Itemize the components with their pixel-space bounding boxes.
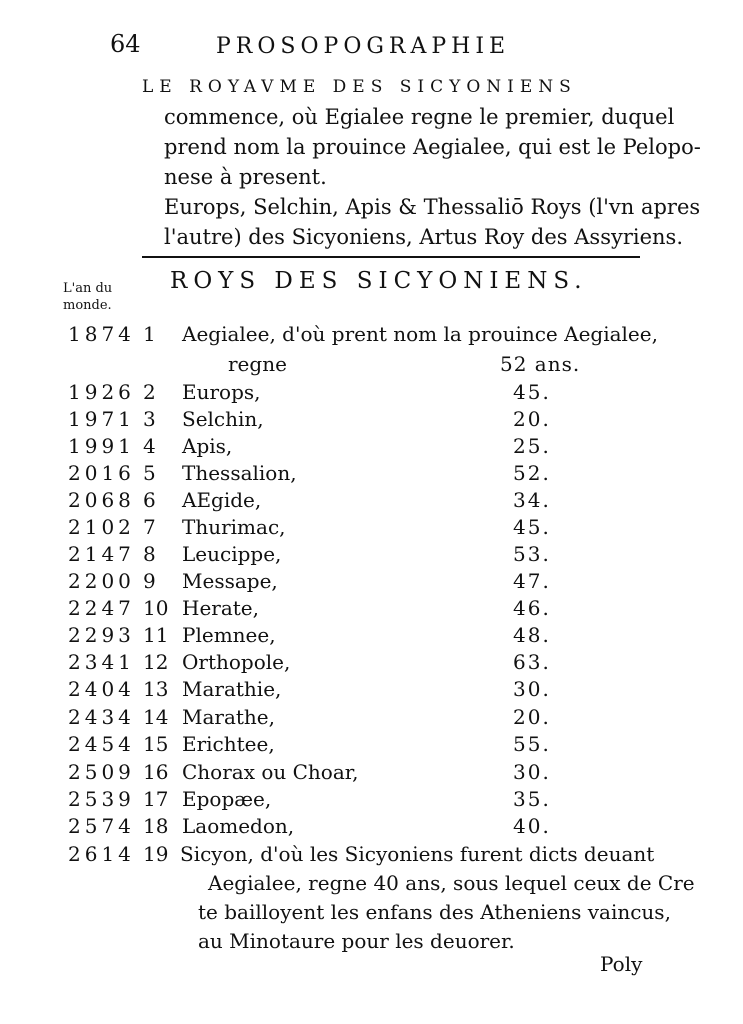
table-row bbox=[0, 650, 743, 680]
intro-line: Europs, Selchin, Apis & Thessaliō Roys (l'vn apres bbox=[164, 195, 701, 219]
duration-cell: 34. bbox=[513, 488, 551, 512]
table-row bbox=[0, 569, 743, 599]
ordinal-cell: 7 bbox=[143, 515, 156, 539]
king-name-cell: Laomedon, bbox=[182, 814, 295, 838]
duration-cell: 45. bbox=[513, 515, 551, 539]
table-row bbox=[0, 596, 743, 626]
king-name-cell: Thurimac, bbox=[182, 515, 286, 539]
king-name-cell: Plemnee, bbox=[182, 623, 276, 647]
king-name-cell: AEgide, bbox=[182, 488, 262, 512]
ordinal-cell: 19 bbox=[143, 842, 169, 866]
king-name-cell: Europs, bbox=[182, 380, 261, 404]
year-cell: 2068 bbox=[68, 488, 135, 512]
year-cell: 1926 bbox=[68, 380, 135, 404]
duration-cell: 52. bbox=[513, 461, 551, 485]
duration-cell: 40. bbox=[513, 814, 551, 838]
table-row bbox=[0, 760, 743, 790]
ordinal-cell: 16 bbox=[143, 760, 169, 784]
table-row bbox=[0, 461, 743, 491]
ordinal-cell: 1 bbox=[143, 322, 156, 346]
king-name-cell: Messape, bbox=[182, 569, 278, 593]
ordinal-cell: 15 bbox=[143, 732, 169, 756]
table-row bbox=[0, 407, 743, 437]
duration-cell: 63. bbox=[513, 650, 551, 674]
ordinal-cell: 4 bbox=[143, 434, 156, 458]
duration-cell: 52 ans. bbox=[500, 352, 581, 376]
table-row bbox=[0, 380, 743, 410]
year-cell: 2102 bbox=[68, 515, 135, 539]
final-entry-line: Aegialee, regne 40 ans, sous lequel ceux de Cre bbox=[208, 871, 695, 895]
king-name-cell: Chorax ou Choar, bbox=[182, 760, 359, 784]
ordinal-cell: 17 bbox=[143, 787, 169, 811]
ordinal-cell: 14 bbox=[143, 705, 169, 729]
year-cell: 2404 bbox=[68, 677, 135, 701]
year-cell: 2200 bbox=[68, 569, 135, 593]
table-row bbox=[0, 515, 743, 545]
ordinal-cell: 5 bbox=[143, 461, 156, 485]
year-cell: 2454 bbox=[68, 732, 135, 756]
table-row bbox=[0, 732, 743, 762]
table-row bbox=[0, 677, 743, 707]
page-number: 64 bbox=[110, 30, 141, 58]
duration-cell: 25. bbox=[513, 434, 551, 458]
king-name-cell: Erichtee, bbox=[182, 732, 275, 756]
year-cell: 1991 bbox=[68, 434, 135, 458]
year-cell: 2509 bbox=[68, 760, 135, 784]
year-cell: 2614 bbox=[68, 842, 135, 866]
ordinal-cell: 8 bbox=[143, 542, 156, 566]
ordinal-cell: 10 bbox=[143, 596, 169, 620]
final-entry-line: te bailloyent les enfans des Atheniens vaincus, bbox=[198, 900, 671, 924]
king-name-cell: Marathie, bbox=[182, 677, 282, 701]
intro-line: commence, où Egialee regne le premier, duquel bbox=[164, 105, 675, 129]
duration-cell: 20. bbox=[513, 705, 551, 729]
year-cell: 2434 bbox=[68, 705, 135, 729]
table-row bbox=[0, 705, 743, 735]
running-head: PROSOPOGRAPHIE bbox=[216, 34, 511, 59]
table-row bbox=[0, 814, 743, 844]
duration-cell: 55. bbox=[513, 732, 551, 756]
year-cell: 2147 bbox=[68, 542, 135, 566]
intro-line: l'autre) des Sicyoniens, Artus Roy des Assyriens. bbox=[164, 225, 684, 249]
year-cell: 2539 bbox=[68, 787, 135, 811]
year-cell: 2016 bbox=[68, 461, 135, 485]
intro-line: prend nom la prouince Aegialee, qui est le Pelopo- bbox=[164, 135, 701, 159]
year-cell: 2247 bbox=[68, 596, 135, 620]
king-name-cell: Epopæe, bbox=[182, 787, 272, 811]
king-name-cell: Herate, bbox=[182, 596, 259, 620]
king-name-cell: Apis, bbox=[182, 434, 233, 458]
ordinal-cell: 12 bbox=[143, 650, 169, 674]
year-cell: 1874 bbox=[68, 322, 135, 346]
ordinal-cell: 3 bbox=[143, 407, 156, 431]
duration-cell: 30. bbox=[513, 760, 551, 784]
year-column-header: L'an du monde. bbox=[63, 281, 113, 313]
section-title: ROYS DES SICYONIENS. bbox=[170, 268, 588, 294]
duration-cell: 30. bbox=[513, 677, 551, 701]
ordinal-cell: 9 bbox=[143, 569, 156, 593]
duration-cell: 47. bbox=[513, 569, 551, 593]
ordinal-cell: 11 bbox=[143, 623, 169, 647]
table-row bbox=[0, 542, 743, 572]
table-row bbox=[0, 787, 743, 817]
table-row bbox=[0, 322, 743, 352]
ordinal-cell: 6 bbox=[143, 488, 156, 512]
duration-cell: 35. bbox=[513, 787, 551, 811]
king-name-cell: Thessalion, bbox=[182, 461, 297, 485]
year-cell: 2293 bbox=[68, 623, 135, 647]
king-name-cell: Orthopole, bbox=[182, 650, 291, 674]
intro-line: LE ROYAVME DES SICYONIENS bbox=[142, 77, 577, 97]
year-cell: 1971 bbox=[68, 407, 135, 431]
section-divider bbox=[142, 256, 640, 258]
final-entry-line: au Minotaure pour les deuorer. bbox=[198, 929, 515, 953]
king-name-cell: Marathe, bbox=[182, 705, 275, 729]
ordinal-cell: 13 bbox=[143, 677, 169, 701]
king-name-cell: Aegialee, d'où prent nom la prouince Aegialee, bbox=[182, 322, 658, 346]
king-name-cell: Selchin, bbox=[182, 407, 264, 431]
year-cell: 2574 bbox=[68, 814, 135, 838]
intro-line: nese à present. bbox=[164, 165, 327, 189]
year-cell: 2341 bbox=[68, 650, 135, 674]
duration-cell: 20. bbox=[513, 407, 551, 431]
ordinal-cell: 2 bbox=[143, 380, 156, 404]
duration-cell: 53. bbox=[513, 542, 551, 566]
duration-cell: 46. bbox=[513, 596, 551, 620]
table-row bbox=[0, 488, 743, 518]
duration-cell: 45. bbox=[513, 380, 551, 404]
intro-paragraph bbox=[142, 72, 701, 252]
final-entry-line: Sicyon, d'où les Sicyoniens furent dicts deuant bbox=[180, 842, 655, 866]
regne-label: regne bbox=[228, 352, 287, 376]
table-row bbox=[0, 434, 743, 464]
catchword: Poly bbox=[600, 952, 643, 976]
table-row bbox=[0, 623, 743, 653]
ordinal-cell: 18 bbox=[143, 814, 169, 838]
king-name-cell: Leucippe, bbox=[182, 542, 282, 566]
duration-cell: 48. bbox=[513, 623, 551, 647]
